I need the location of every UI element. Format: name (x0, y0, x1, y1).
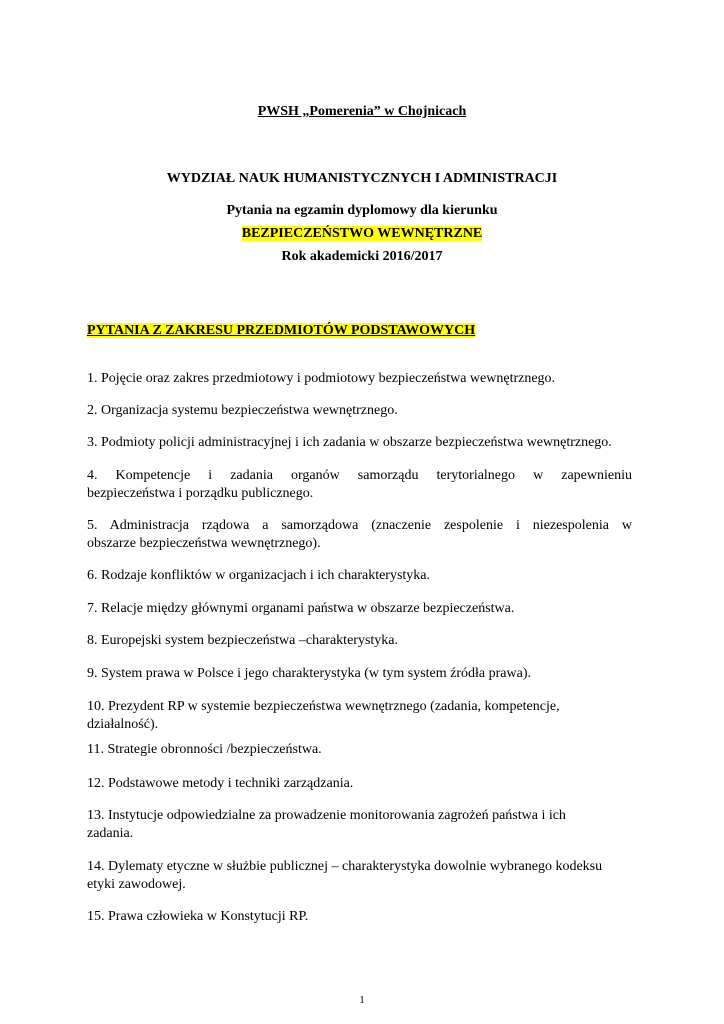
question-text: 7. Relacje między głównymi organami państwa w obszarze bezpieczeństwa. (87, 601, 515, 616)
question-item (87, 807, 632, 843)
question-item (87, 600, 632, 618)
question-text-continued: zadania. (87, 826, 134, 841)
question-text: 12. Podstawowe metody i techniki zarządzania. (87, 776, 354, 791)
question-text: 13. Instytucje odpowiedzialne za prowadzenie monitorowania zagrożeń państwa i ich (87, 808, 566, 823)
major-line (0, 226, 724, 242)
question-item (87, 665, 632, 683)
question-text: 8. Europejski system bezpieczeństwa –charakterystyka. (87, 633, 399, 648)
question-text: 10. Prezydent RP w systemie bezpieczeństwa wewnętrznego (zadania, kompetencje, (87, 699, 560, 714)
question-item (87, 517, 632, 553)
question-text: 9. System prawa w Polsce i jego charakterystyka (w tym system źródła prawa). (87, 666, 531, 681)
question-item (87, 775, 632, 793)
question-text-continued: działalność). (87, 717, 159, 732)
page-number: 1 (359, 994, 365, 1006)
question-text: 2. Organizacja systemu bezpieczeństwa wewnętrznego. (87, 403, 398, 418)
question-item (87, 858, 632, 894)
question-item (87, 567, 632, 585)
academic-year: Rok akademicki 2016/2017 (281, 249, 443, 264)
question-text: 14. Dylematy etyczne w służbie publicznej – charakterystyka dowolnie wybranego kodeksu (87, 859, 603, 874)
major-name: BEZPIECZEŃSTWO WEWNĘTRZNE (241, 226, 483, 241)
faculty-name: WYDZIAŁ NAUK HUMANISTYCZNYCH I ADMINISTRACJI (166, 171, 558, 186)
question-item (87, 632, 632, 650)
school-name: PWSH „Pomerenia” w Chojnicach (257, 104, 467, 119)
question-text: 4. Kompetencje i zadania organów samorządu terytorialnego w zapewnieniu (87, 468, 632, 483)
question-text: 15. Prawa człowieka w Konstytucji RP. (87, 909, 309, 924)
document-subtitle: Pytania na egzamin dyplomowy dla kierunku (226, 203, 498, 218)
question-text: 11. Strategie obronności /bezpieczeństwa. (87, 742, 322, 757)
question-item (87, 908, 632, 926)
question-text: 1. Pojęcie oraz zakres przedmiotowy i podmiotowy bezpieczeństwa wewnętrznego. (87, 371, 556, 386)
question-item (87, 467, 632, 503)
question-text-continued: bezpieczeństwa i porządku publicznego. (87, 486, 314, 501)
question-item (87, 370, 632, 388)
question-text: 3. Podmioty policji administracyjnej i ich zadania w obszarze bezpieczeństwa wewnętrznego. (87, 435, 612, 450)
question-item (87, 741, 632, 759)
section-heading: PYTANIA Z ZAKRESU PRZEDMIOTÓW PODSTAWOWYCH (87, 323, 476, 338)
question-item (87, 402, 632, 420)
question-text-continued: etyki zawodowej. (87, 877, 186, 892)
question-text: 6. Rodzaje konfliktów w organizacjach i ich charakterystyka. (87, 568, 431, 583)
question-text: 5. Administracja rządowa a samorządowa (znaczenie zespolenie i niezespolenia w (87, 518, 632, 533)
section-heading-line (87, 323, 475, 339)
question-item (87, 434, 632, 452)
question-item (87, 698, 632, 734)
question-text-continued: obszarze bezpieczeństwa wewnętrznego). (87, 536, 321, 551)
